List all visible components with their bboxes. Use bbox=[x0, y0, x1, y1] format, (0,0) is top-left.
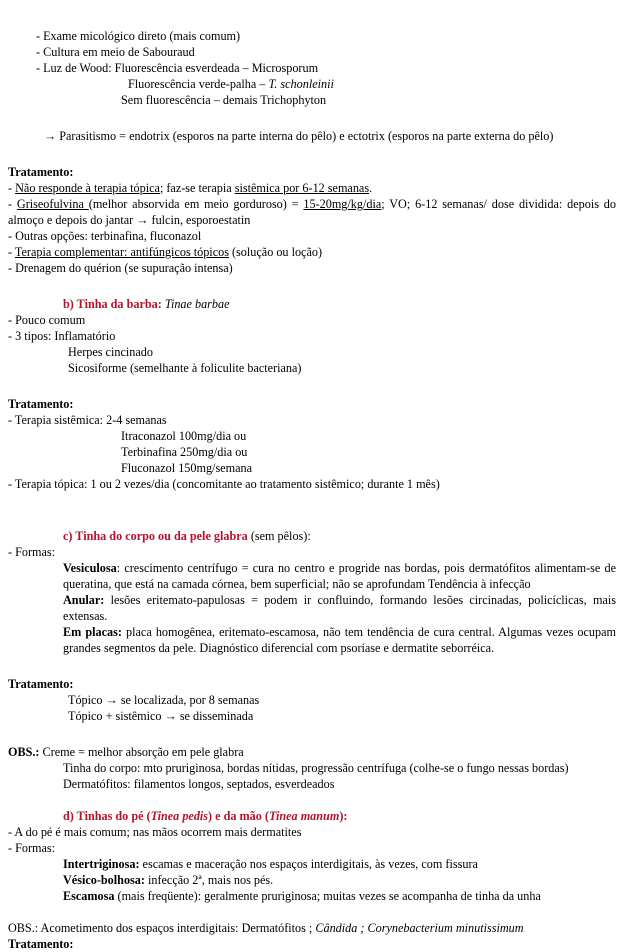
obs1-line-2: Tinha do corpo: mto pruriginosa, bordas nítidas, progressão centrífuga (colhe-se o fungo nessas bordas) bbox=[63, 761, 569, 775]
barba-line-4: Sicosiforme (semelhante à foliculite bacteriana) bbox=[68, 361, 302, 375]
tratamento-title-1: Tratamento: bbox=[8, 165, 74, 179]
lab-line-4: Fluorescência verde-palha – T. schonleinii bbox=[128, 77, 334, 91]
obs1-line-3: Dermatófitos: filamentos longos, septados, esverdeados bbox=[63, 777, 335, 791]
document-page bbox=[8, 28, 616, 952]
tratamento3-line-2: Tópico + sistêmico → se disseminada bbox=[68, 709, 254, 723]
corpo-vesiculosa: Vesiculosa: crescimento centrífugo = cura no centro e progride nas bordas, pois dermatófitos alimentam-se de queratina, que está na camada córnea, bem superficial; não se aprofundam Tendência à infecção bbox=[63, 561, 616, 591]
barba-line-1: - Pouco comum bbox=[8, 313, 86, 327]
corpo-anular: Anular: lesões eritemato-papulosas = podem ir confluindo, formando lesões circinadas, policíclicas, mais extensas. bbox=[63, 593, 616, 623]
parasitismo-line: → Parasitismo = endotrix (esporos na parte interna do pêlo) e ectotrix (esporos na parte externa do pêlo) bbox=[44, 129, 554, 143]
pe-formas: - Formas: bbox=[8, 841, 56, 855]
tratamento1-line-1: - Não responde à terapia tópica; faz-se terapia sistêmica por 6-12 semanas. bbox=[8, 181, 373, 195]
pe-intertriginosa: Intertriginosa: escamas e maceração nos espaços interdigitais, às vezes, com fissura bbox=[63, 857, 478, 871]
tratamento3-line-1: Tópico → se localizada, por 8 semanas bbox=[68, 693, 260, 707]
lab-line-3: - Luz de Wood: Fluorescência esverdeada – Microsporum bbox=[36, 61, 319, 75]
obs2-line: OBS.: Acometimento dos espaços interdigitais: Dermatófitos ; Cândida ; Corynebacterium minutissimum bbox=[8, 921, 524, 935]
section-heading-corpo: c) Tinha do corpo ou da pele glabra (sem pêlos): bbox=[63, 529, 311, 543]
tratamento2-line-4: Fluconazol 150mg/semana bbox=[121, 461, 252, 475]
arrow-right-icon: → bbox=[136, 213, 149, 227]
barba-line-2: - 3 tipos: Inflamatório bbox=[8, 329, 116, 343]
lab-line-5: Sem fluorescência – demais Trichophyton bbox=[121, 93, 327, 107]
tratamento1-line-5: - Terapia complementar: antifúngicos tópicos (solução ou loção) bbox=[8, 245, 323, 259]
obs1-line-1: OBS.: Creme = melhor absorção em pele glabra bbox=[8, 745, 244, 759]
lab-line-2: - Cultura em meio de Sabouraud bbox=[36, 45, 195, 59]
section-heading-barba: b) Tinha da barba: Tinae barbae bbox=[63, 297, 230, 311]
tratamento1-line-6: - Drenagem do quérion (se supuração intensa) bbox=[8, 261, 233, 275]
pe-vesico-bolhosa: Vésico-bolhosa: infecção 2ª, mais nos pés. bbox=[63, 873, 274, 887]
tratamento2-line-5: - Terapia tópica: 1 ou 2 vezes/dia (concomitante ao tratamento sistêmico; durante 1 mês) bbox=[8, 477, 440, 491]
tratamento2-line-1: - Terapia sistêmica: 2-4 semanas bbox=[8, 413, 167, 427]
barba-line-3: Herpes cincinado bbox=[68, 345, 153, 359]
arrow-right-icon: → bbox=[164, 709, 177, 723]
pe-line-1: - A do pé é mais comum; nas mãos ocorrem mais dermatites bbox=[8, 825, 302, 839]
tratamento1-line-2: - Griseofulvina (melhor absorvida em meio gorduroso) = 15-20mg/kg/dia; VO; 6-12 semanas/ dose dividida: depois do almoço e depois do jantar → fulcin, esporoestatin bbox=[8, 197, 616, 227]
section-heading-pe: d) Tinhas do pé (Tinea pedis) e da mão (Tinea manum): bbox=[63, 809, 348, 823]
tratamento-title-2: Tratamento: bbox=[8, 397, 74, 411]
corpo-placas: Em placas: placa homogênea, eritemato-escamosa, não tem tendência de cura central. Algumas vezes ocupam grandes segmentos da pele. Diagnóstico diferencial com psoríase e dermatite seborréica. bbox=[63, 625, 617, 655]
tratamento-title-3: Tratamento: bbox=[8, 677, 74, 691]
arrow-right-icon: → bbox=[105, 693, 118, 707]
tratamento2-line-2: Itraconazol 100mg/dia ou bbox=[121, 429, 247, 443]
tratamento2-line-3: Terbinafina 250mg/dia ou bbox=[121, 445, 248, 459]
tratamento1-line-4: - Outras opções: terbinafina, fluconazol bbox=[8, 229, 202, 243]
pe-escamosa: Escamosa (mais freqüente): geralmente pruriginosa; muitas vezes se acompanha de tinha da unha bbox=[63, 889, 541, 903]
tratamento-title-4: Tratamento: bbox=[8, 937, 74, 951]
arrow-right-icon: → bbox=[44, 129, 57, 143]
lab-line-1: - Exame micológico direto (mais comum) bbox=[36, 29, 241, 43]
corpo-formas: - Formas: bbox=[8, 545, 56, 559]
